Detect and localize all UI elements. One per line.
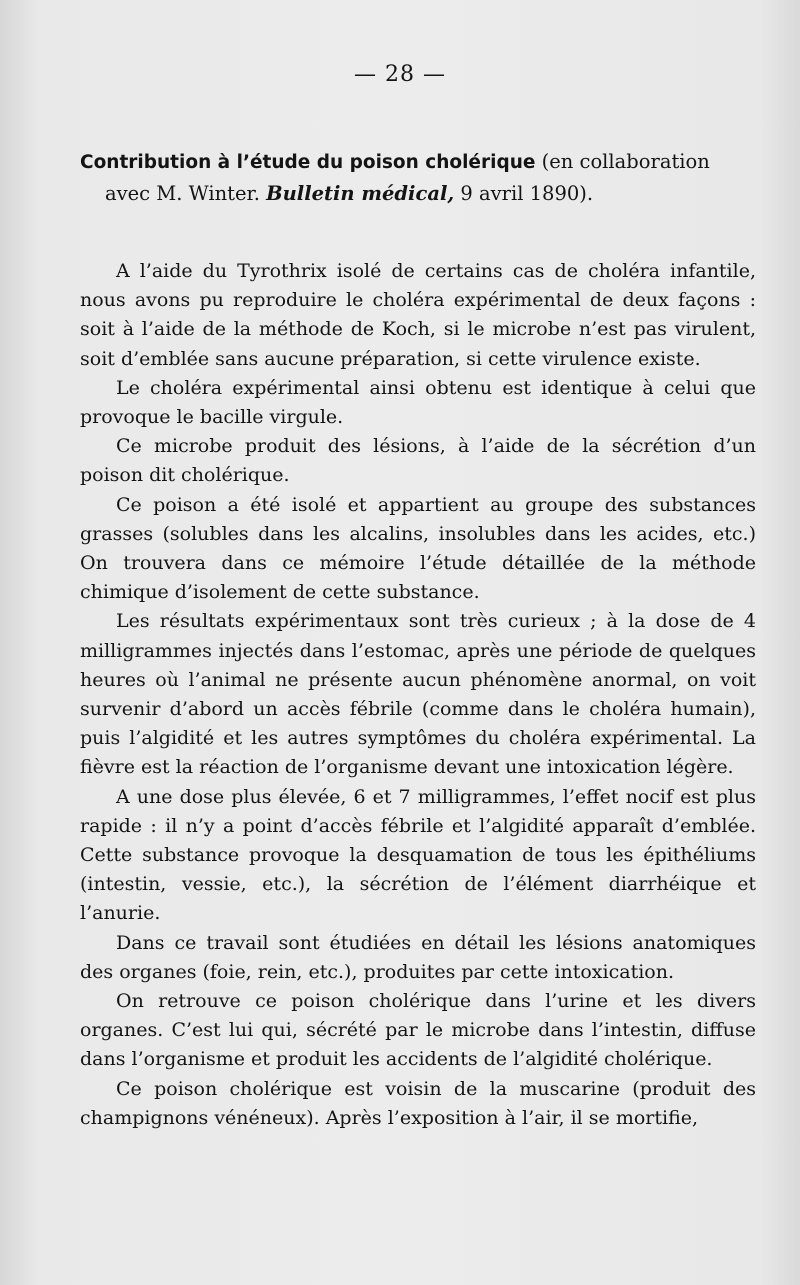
publication-title: Contribution à l’étude du poison cholérique (80, 152, 536, 173)
heading-second-line (80, 178, 760, 209)
collaborator: avec M. Winter. (105, 182, 267, 205)
paragraph: Ce microbe produit des lésions, à l’aide de la sécrétion d’un poison dit cholérique. (80, 435, 756, 487)
publication-date: 9 avril 1890). (454, 182, 594, 205)
collaboration-note: (en collaboration (535, 150, 710, 173)
paragraph: Les résultats expérimentaux sont très curieux ; à la dose de 4 milligrammes injectés dans l’estomac, après une période de quelques heures où l’animal ne présente aucun phénomène anormal, on voit survenir d’abord un accès fébrile (comme dans le choléra humain), puis l’algidité et les autres symptômes du choléra expérimental. La fièvre est la réaction de l’organisme devant une intoxication légère. (80, 610, 756, 779)
paragraph: Dans ce travail sont étudiées en détail les lésions anatomiques des organes (foie, rein, etc.), produites par cette intoxication. (80, 931, 756, 983)
publication-heading (80, 146, 760, 209)
paragraph: Ce poison a été isolé et appartient au groupe des substances grasses (solubles dans les alcalins, insolubles dans les acides, etc.) On trouvera dans ce mémoire l’étude détaillée de la méthode chimique d’isolement de cette substance. (80, 493, 756, 604)
page-number: — 28 — (354, 62, 446, 87)
paragraph: A une dose plus élevée, 6 et 7 milligrammes, l’effet nocif est plus rapide : il n’y a point d’accès fébrile et l’algidité apparaît d’emblée. Cette substance provoque la desquamation de tous les épithéliums (intestin, vessie, etc.), la sécrétion de l’élément diarrhéique et l’anurie. (80, 785, 756, 925)
paragraph: Ce poison cholérique est voisin de la muscarine (produit des champignons vénéneux). Après l’exposition à l’air, il se mortifie, (80, 1077, 756, 1129)
body-text (80, 257, 756, 1133)
journal-name: Bulletin médical, (266, 182, 455, 205)
paragraph: A l’aide du Tyrothrix isolé de certains cas de choléra infantile, nous avons pu reproduire le choléra expérimental de deux façons : soit à l’aide de la méthode de Koch, si le microbe n’est pas virulent, soit d’emblée sans aucune préparation, si cette virulence existe. (80, 260, 756, 370)
paragraph: Le choléra expérimental ainsi obtenu est identique à celui que provoque le bacille virgule. (80, 376, 756, 429)
paragraph: On retrouve ce poison cholérique dans l’urine et les divers organes. C’est lui qui, sécrété par le microbe dans l’intestin, diffuse dans l’organisme et produit les accidents de l’algidité cholérique. (80, 990, 756, 1071)
